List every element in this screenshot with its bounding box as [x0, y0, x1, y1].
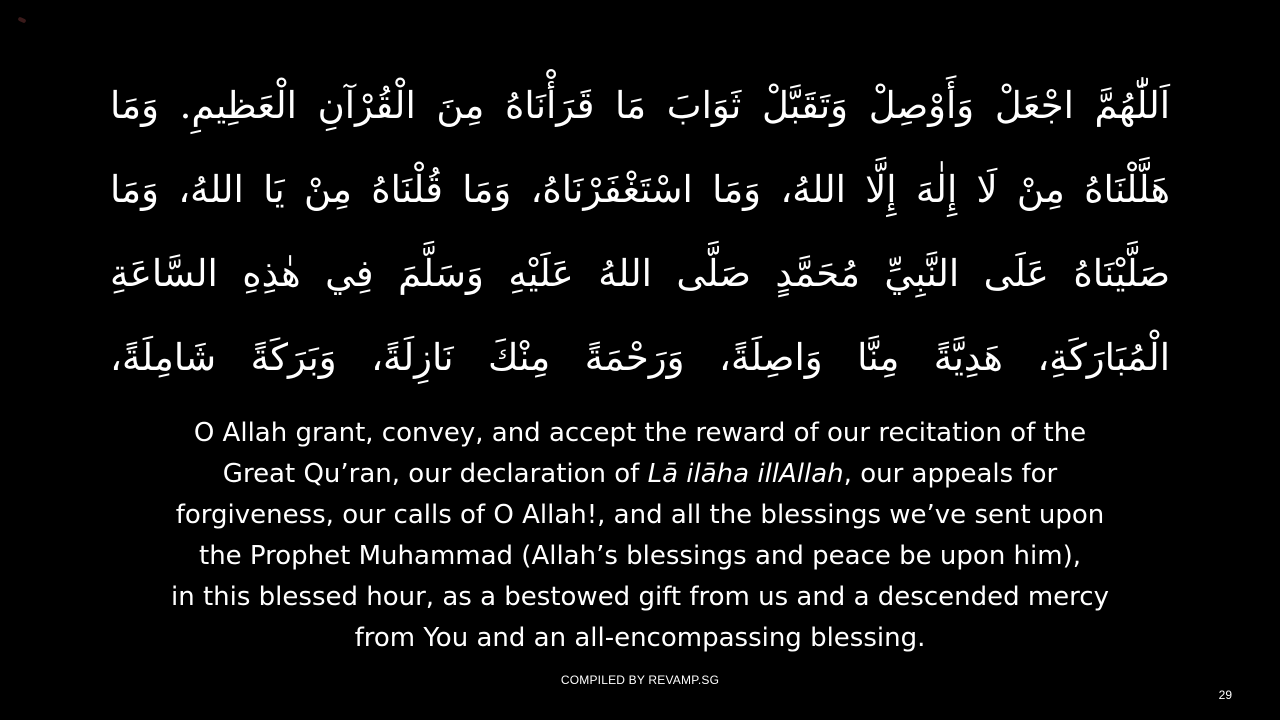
corner-mark [18, 16, 27, 23]
arabic-line-1: اَللّٰهُمَّ اجْعَلْ وَأَوْصِلْ وَتَقَبَّلْ ثَوَابَ مَا قَرَأْنَاهُ مِنَ الْقُرْآنِ الْعَظِيمِ. وَمَا [110, 84, 1170, 127]
english-line-2-italic: Lā ilāha illAllah [647, 459, 844, 489]
english-line-4: the Prophet Muhammad (Allah’s blessings and peace be upon him), [199, 541, 1081, 571]
english-line-3: forgiveness, our calls of O Allah!, and all the blessings we’ve sent upon [175, 500, 1105, 530]
english-line-2-end: , our appeals for [843, 459, 1058, 489]
english-line-1: O Allah grant, convey, and accept the reward of our recitation of the [193, 418, 1087, 448]
arabic-dua-text [110, 64, 1170, 400]
arabic-line-3: صَلَّيْنَاهُ عَلَى النَّبِيِّ مُحَمَّدٍ صَلَّى اللهُ عَلَيْهِ وَسَلَّمَ فِي هٰذِهِ السَّاعَةِ [110, 252, 1170, 295]
english-translation [120, 413, 1160, 659]
english-line-5: in this blessed hour, as a bestowed gift from us and a descended mercy [171, 582, 1109, 612]
footer-credit: COMPILED BY REVAMP.SG [560, 673, 720, 687]
english-line-2 [120, 454, 1160, 495]
english-line-2-start: Great Qu’ran, our declaration of [222, 459, 648, 489]
arabic-line-2: هَلَّلْنَاهُ مِنْ لَا إِلٰهَ إِلَّا اللهُ، وَمَا اسْتَغْفَرْنَاهُ، وَمَا قُلْنَاهُ مِنْ يَا اللهُ، وَمَا [110, 168, 1170, 211]
arabic-line-4: الْمُبَارَكَةِ، هَدِيَّةً مِنَّا وَاصِلَةً، وَرَحْمَةً مِنْكَ نَازِلَةً، وَبَرَكَةً شَامِلَةً، [110, 336, 1170, 379]
page-number: 29 [1218, 688, 1232, 702]
english-line-6: from You and an all-encompassing blessing. [354, 623, 926, 653]
